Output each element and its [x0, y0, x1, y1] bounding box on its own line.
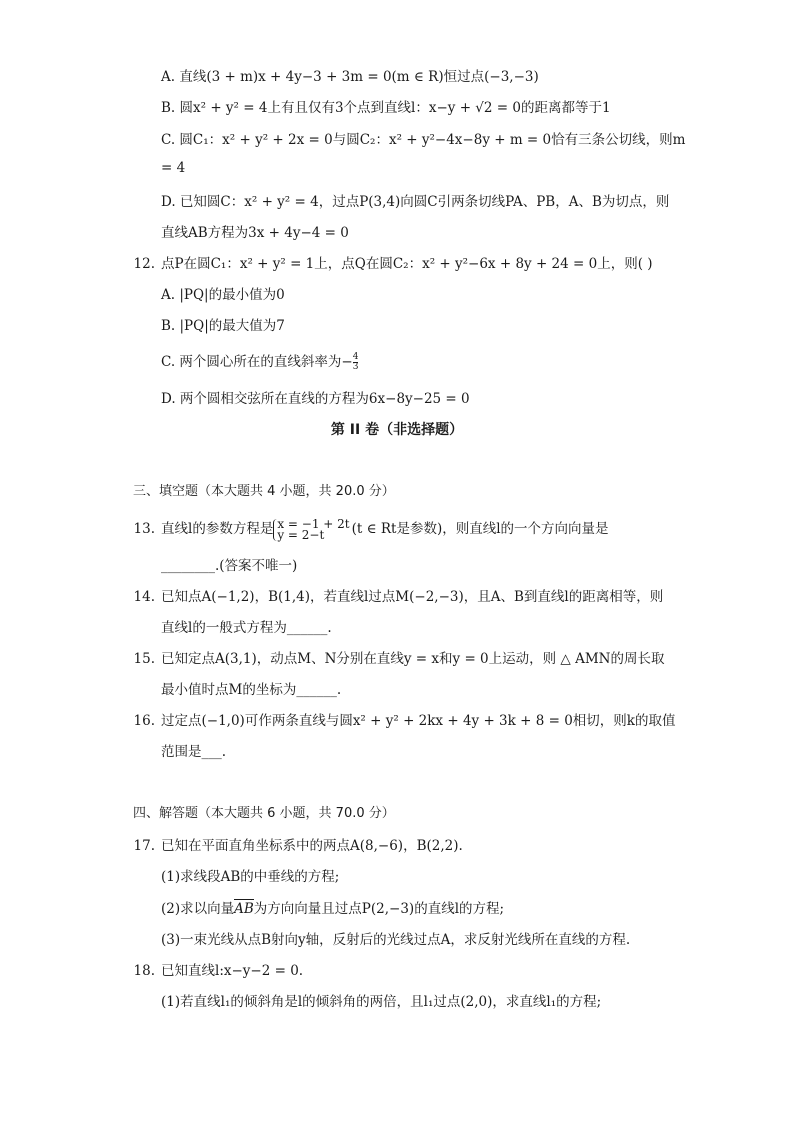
q13-equation-y: y = 2−t [277, 527, 325, 542]
q18-stem: 已知直线l:x−y−2 = 0. [161, 963, 304, 979]
fraction-denominator: 3 [352, 362, 359, 372]
q11-option-c: C. 圆C₁：x² + y² + 2x = 0与圆C₂：x² + y²−4x−8y + m = 0恰有三条公切线，则m [161, 132, 686, 148]
q13-text-post: (t ∈ Rt是参数)，则直线l的一个方向向量是 [351, 521, 609, 537]
q12-option-c-text: C. 两个圆心所在的直线斜率为− [161, 354, 353, 370]
q17-part-2 [161, 899, 504, 919]
q17-number: 17. [133, 838, 155, 854]
q17-stem: 已知在平面直角坐标系中的两点A(8,−6)，B(2,2). [161, 838, 463, 854]
q17-part-3: (3)一束光线从点B射向y轴，反射后的光线过点A，求反射光线所在直线的方程. [161, 932, 631, 948]
q11-option-b: B. 圆x² + y² = 4上有且仅有3个点到直线l：x−y + √2 = 0的距离都等于1 [161, 100, 611, 116]
q13-equation-system [273, 516, 350, 542]
q17-part-2-post: 为方向向量且过点P(2,−3)的直线l的方程; [253, 901, 505, 917]
q11-option-d: D. 已知圆C：x² + y² = 4，过点P(3,4)向圆C引两条切线PA、PB，A、B为切点，则 [161, 194, 670, 210]
q18-number: 18. [133, 963, 155, 979]
q12-option-c-fraction [353, 353, 359, 372]
q14-number: 14. [133, 589, 155, 605]
q13-number: 13. [133, 521, 155, 537]
q16-text: 过定点(−1,0)可作两条直线与圆x² + y² + 2kx + 4y + 3k + 8 = 0相切，则k的取值 [161, 713, 676, 729]
q14-text: 已知点A(−1,2)，B(1,4)，若直线l过点M(−2,−3)，且A、B到直线l的距离相等，则 [161, 589, 664, 605]
q13-text-pre: 直线l的参数方程是 [161, 521, 274, 537]
fraction-numerator: 4 [352, 352, 359, 362]
section-solutions-heading: 四、解答题（本大题共 6 小题，共 70.0 分） [133, 806, 395, 821]
q13-equation-x: x = −1 + 2t [277, 516, 350, 531]
q15-number: 15. [133, 651, 155, 667]
q16-text-cont: 范围是___. [161, 744, 227, 760]
q15-text: 已知定点A(3,1)，动点M、N分别在直线y = x和y = 0上运动，则 △ AMN的周长取 [161, 651, 665, 667]
q11-option-d-cont: 直线AB方程为3x + 4y−4 = 0 [161, 225, 349, 241]
q17-part-1: (1)求线段AB的中垂线的方程; [161, 869, 340, 885]
q13-answer-line: ________.(答案不唯一) [161, 558, 298, 574]
q15-text-cont: 最小值时点M的坐标为______. [161, 682, 342, 698]
q12-number: 12. [133, 256, 155, 272]
q12-option-c [161, 352, 358, 372]
q12-option-d: D. 两个圆相交弦所在直线的方程为6x−8y−25 = 0 [161, 391, 470, 407]
q12-stem: 点P在圆C₁：x² + y² = 1上，点Q在圆C₂：x² + y²−6x + 8y + 24 = 0上，则( ) [161, 256, 653, 272]
q12-option-a: A. |PQ|的最小值为0 [161, 287, 285, 303]
q11-option-a: A. 直线(3 + m)x + 4y−3 + 3m = 0(m ∈ R)恒过点(−3,−3) [161, 69, 539, 85]
q13-stem [161, 513, 609, 545]
q14-text-cont: 直线l的一般式方程为______. [161, 620, 332, 636]
q12-option-b: B. |PQ|的最大值为7 [161, 318, 285, 334]
q16-number: 16. [133, 713, 155, 729]
q11-option-c-cont: = 4 [161, 160, 186, 176]
section-fill-in-blank-heading: 三、填空题（本大题共 4 小题，共 20.0 分） [133, 484, 395, 499]
q18-part-1: (1)若直线l₁的倾斜角是l的倾斜角的两倍，且l₁过点(2,0)，求直线l₁的方程; [161, 994, 602, 1010]
vector-ab: AB [234, 901, 254, 917]
part-two-title: 第 II 卷（非选择题） [330, 422, 464, 438]
q17-part-2-pre: (2)求以向量 [161, 901, 235, 917]
